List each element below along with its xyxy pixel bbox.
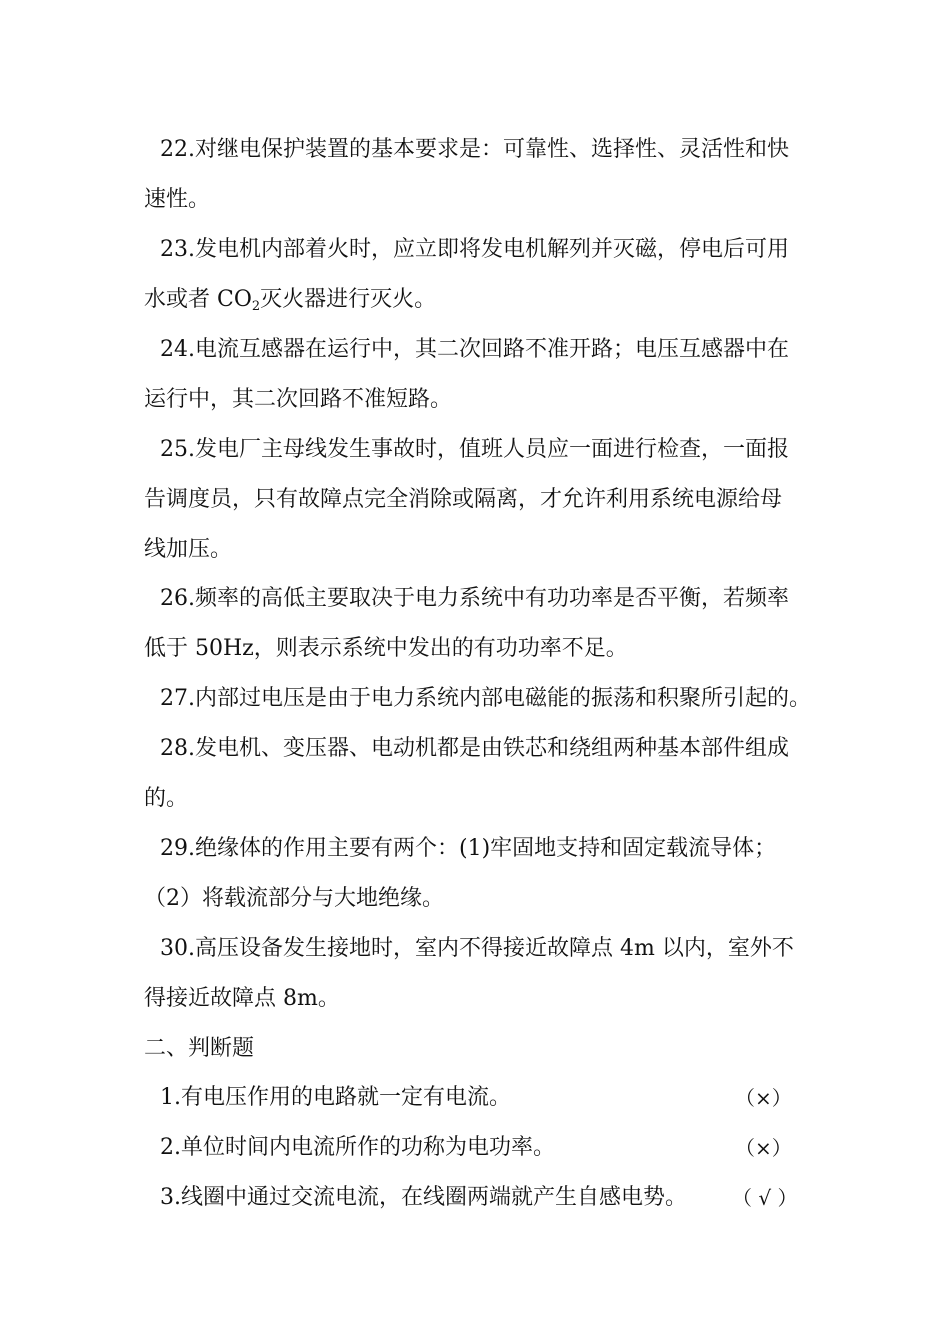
- section-title: 二、判断题: [144, 1036, 255, 1061]
- item-23-line-2-pre: 水或者 CO: [144, 287, 252, 312]
- item-29-line-2: （2）将载流部分与大地绝缘。: [144, 886, 444, 911]
- judgment-3-text: 3.线圈中通过交流电流，在线圈两端就产生自感电势。: [160, 1185, 687, 1210]
- judgment-3-mark: （ √ ）: [732, 1186, 798, 1210]
- item-23-line-1: 23.发电机内部着火时，应立即将发电机解列并灭磁，停电后可用: [160, 237, 789, 262]
- item-30-line-2: 得接近故障点 8m。: [144, 986, 340, 1011]
- item-28-line-2: 的。: [144, 786, 189, 811]
- item-24-line-2: 运行中，其二次回路不准短路。: [144, 387, 453, 412]
- item-25-line-1: 25.发电厂主母线发生事故时，值班人员应一面进行检查，一面报: [160, 437, 789, 462]
- judgment-1-mark: （×）: [735, 1086, 792, 1110]
- co2-subscript: 2: [251, 299, 261, 314]
- item-22-line-1: 22.对继电保护装置的基本要求是：可靠性、选择性、灵活性和快: [160, 137, 789, 162]
- item-24-line-1: 24.电流互感器在运行中，其二次回路不准开路；电压互感器中在: [160, 337, 789, 362]
- item-29-line-1: 29.绝缘体的作用主要有两个：(1)牢固地支持和固定载流导体；: [160, 836, 777, 861]
- item-25-line-3: 线加压。: [144, 537, 233, 562]
- judgment-2-text: 2.单位时间内电流所作的功称为电功率。: [160, 1135, 555, 1160]
- item-25-line-2: 告调度员，只有故障点完全消除或隔离，才允许利用系统电源给母: [144, 487, 783, 512]
- judgment-2-mark: （×）: [735, 1136, 792, 1160]
- item-26-line-1: 26.频率的高低主要取决于电力系统中有功功率是否平衡，若频率: [160, 586, 789, 611]
- item-27-line-1: 27.内部过电压是由于电力系统内部电磁能的振荡和积聚所引起的。: [160, 686, 811, 711]
- item-26-line-2: 低于 50Hz，则表示系统中发出的有功功率不足。: [144, 636, 628, 661]
- item-30-line-1: 30.高压设备发生接地时，室内不得接近故障点 4m 以内，室外不: [160, 936, 794, 961]
- judgment-1-text: 1.有电压作用的电路就一定有电流。: [160, 1085, 511, 1110]
- item-23-line-2: [144, 284, 436, 323]
- item-22-line-2: 速性。: [144, 187, 211, 212]
- item-23-line-2-post: 灭火器进行灭火。: [260, 287, 437, 312]
- item-28-line-1: 28.发电机、变压器、电动机都是由铁芯和绕组两种基本部件组成: [160, 736, 789, 761]
